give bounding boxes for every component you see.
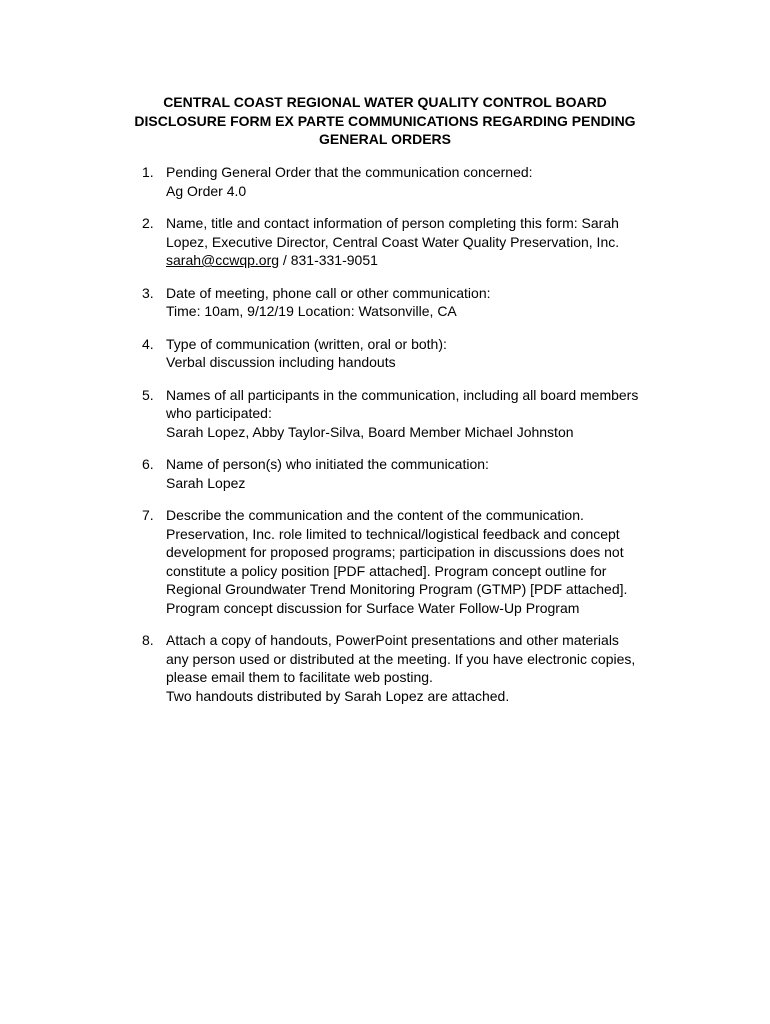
item-answer: Ag Order 4.0 bbox=[166, 182, 247, 199]
item-question-continued: any person used or distributed at the meeting. If you have electronic copies, bbox=[166, 650, 636, 667]
item-1-pending-order bbox=[142, 163, 702, 200]
item-question: Describe the communication and the content of the communication. bbox=[166, 507, 584, 523]
item-3-meeting-date bbox=[142, 284, 702, 321]
item-number: 5. bbox=[142, 386, 154, 403]
item-4-communication-type bbox=[142, 335, 702, 372]
item-6-initiator bbox=[142, 455, 702, 492]
item-number: 7. bbox=[142, 507, 154, 523]
item-answer-line: Preservation, Inc. role limited to technical/logistical feedback and concept bbox=[166, 525, 620, 542]
item-question: Type of communication (written, oral or both): bbox=[166, 335, 447, 352]
item-5-participants bbox=[142, 386, 702, 442]
item-answer-line: Regional Groundwater Trend Monitoring Program (GTMP) [PDF attached]. bbox=[166, 581, 628, 597]
email-link[interactable]: sarah@ccwqp.org bbox=[166, 252, 280, 268]
item-answer-line: constitute a policy position [PDF attached]. Program concept outline for bbox=[166, 562, 607, 579]
item-answer: Verbal discussion including handouts bbox=[166, 354, 396, 370]
item-answer-line: development for proposed programs; participation in discussions does not bbox=[166, 544, 624, 560]
item-question-continued: please email them to facilitate web posting. bbox=[166, 669, 433, 685]
item-number: 1. bbox=[142, 164, 154, 180]
item-answer: Time: 10am, 9/12/19 Location: Watsonville, CA bbox=[166, 303, 457, 319]
item-question: Names of all participants in the communication, including all board members bbox=[166, 386, 639, 403]
contact-line bbox=[166, 251, 702, 270]
title-line-3: GENERAL ORDERS bbox=[319, 131, 451, 147]
phone-number: / 831-331-9051 bbox=[279, 252, 378, 268]
item-answer: Sarah Lopez, Abby Taylor-Silva, Board Member Michael Johnston bbox=[166, 423, 574, 440]
item-question: Pending General Order that the communication concerned: bbox=[166, 164, 533, 180]
item-question: Name of person(s) who initiated the communication: bbox=[166, 456, 489, 472]
item-number: 8. bbox=[142, 632, 154, 648]
document-title bbox=[100, 93, 670, 149]
item-8-handouts bbox=[142, 631, 702, 705]
item-number: 4. bbox=[142, 335, 154, 352]
item-number: 3. bbox=[142, 284, 154, 301]
item-question-continued: who participated: bbox=[166, 405, 272, 421]
item-question-continued: Lopez, Executive Director, Central Coast Water Quality Preservation, Inc. bbox=[166, 233, 620, 250]
item-number: 2. bbox=[142, 215, 154, 231]
item-answer: Sarah Lopez bbox=[166, 474, 246, 491]
item-7-description bbox=[142, 506, 702, 617]
item-answer: Two handouts distributed by Sarah Lopez are attached. bbox=[166, 687, 510, 704]
item-question: Date of meeting, phone call or other communication: bbox=[166, 284, 491, 301]
item-question: Name, title and contact information of person completing this form: Sarah bbox=[166, 215, 619, 231]
item-2-contact-info bbox=[142, 214, 702, 270]
disclosure-items bbox=[142, 163, 702, 719]
item-number: 6. bbox=[142, 456, 154, 472]
title-line-2: DISCLOSURE FORM EX PARTE COMMUNICATIONS REGARDING PENDING bbox=[134, 112, 636, 129]
item-question: Attach a copy of handouts, PowerPoint presentations and other materials bbox=[166, 632, 619, 648]
title-line-1: CENTRAL COAST REGIONAL WATER QUALITY CONTROL BOARD bbox=[163, 94, 607, 110]
item-answer-line: Program concept discussion for Surface Water Follow-Up Program bbox=[166, 599, 580, 616]
